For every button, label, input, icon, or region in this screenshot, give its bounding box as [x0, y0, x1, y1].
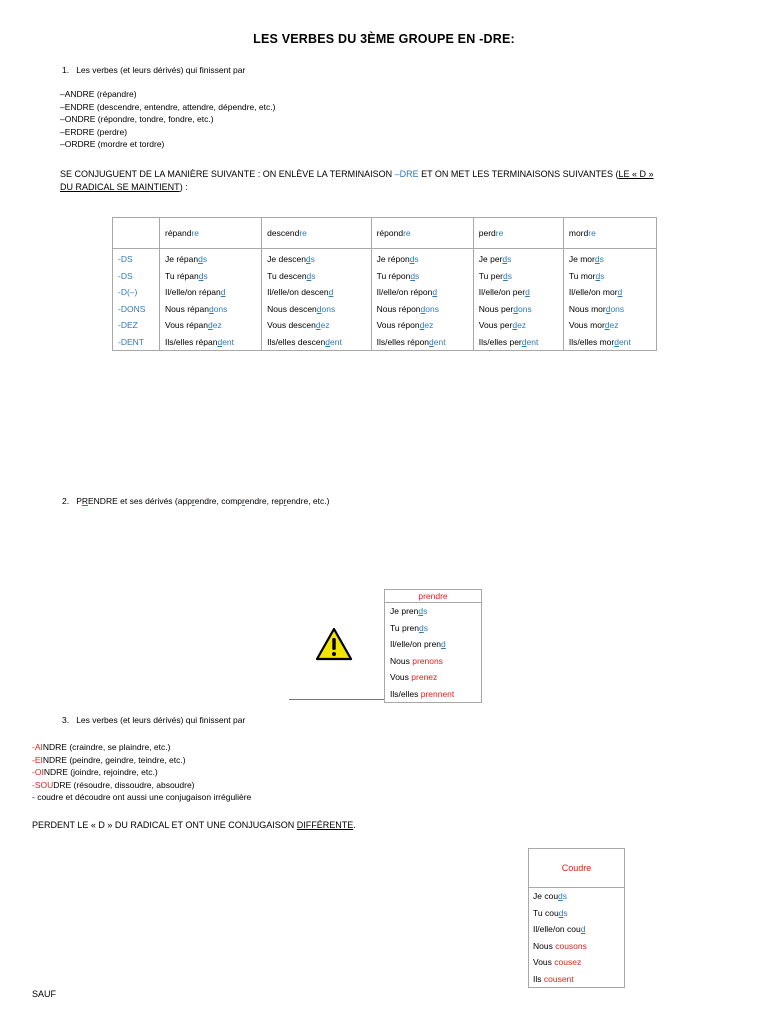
cell-stem: Ils/elles répon: [376, 336, 430, 347]
cell-stem: Ils/elles descen: [267, 336, 326, 347]
cell-d: d: [208, 320, 213, 331]
conjugation-cell: [262, 284, 371, 301]
warning-triangle-icon: [315, 627, 353, 661]
conjugation-cell: [262, 268, 371, 285]
prendre-rows: [385, 603, 481, 702]
header-cell-empty: [113, 218, 160, 249]
coudre-header: Coudre: [529, 849, 624, 888]
rule-text: ET ON MET LES TERMINAISONS SUIVANTES (: [418, 169, 619, 179]
conjugation-table-coudre: [528, 848, 625, 988]
coudre-rows: [529, 888, 624, 987]
list-item: –ENDRE (descendre, entendre, attendre, dépendre, etc.): [60, 101, 276, 112]
conjugation-cell: [262, 301, 371, 318]
conjugation-cell: [262, 249, 371, 268]
conjugation-cell: [371, 249, 473, 268]
conjugation-cell: [563, 268, 656, 285]
rule-underlined: DU RADICAL SE MAINTIENT: [60, 182, 180, 192]
row-ending: s: [423, 606, 428, 616]
cell-d: d: [305, 254, 311, 265]
table-row: [113, 317, 657, 334]
cell-d: d: [420, 303, 426, 314]
cell-stem: Je per: [478, 254, 503, 265]
cell-ending: s: [202, 254, 208, 265]
cell-d: d: [198, 270, 204, 281]
cell-d: d: [594, 254, 600, 265]
cell-ending: s: [599, 254, 604, 265]
cell-stem: Je répon: [376, 254, 410, 265]
list-item: –ERDRE (perdre): [60, 126, 128, 137]
row-text: Il/elle/on pren: [390, 639, 442, 649]
rule-underlined: DIFFÉRENTE: [296, 820, 354, 830]
list-item: -AINDRE (craindre, se plaindre, etc.): [32, 742, 171, 752]
prendre-header: prendre: [385, 590, 481, 603]
footer-text: SAUF: [32, 989, 57, 999]
cell-ending: ons: [518, 303, 532, 314]
header-verb: mordre: [563, 218, 656, 249]
row-text: Nous: [390, 655, 413, 666]
cell-stem: Je répan: [165, 254, 199, 265]
cell-stem: Vous descen: [267, 320, 316, 331]
table-row: [385, 620, 481, 637]
cell-ending: ons: [610, 303, 625, 314]
cell-ending: ent: [526, 336, 539, 347]
row-text: Il/elle/on cou: [533, 924, 581, 934]
cell-ending: s: [600, 270, 605, 281]
ending-cell: -D(–): [113, 284, 160, 301]
cell-stem: Nous mor: [568, 303, 606, 314]
list-item: - coudre et découdre ont aussi une conjugaison irrégulière: [32, 792, 252, 802]
cell-d: d: [605, 303, 611, 314]
cell-ending: ez: [320, 320, 330, 331]
conjugation-cell: [563, 301, 656, 318]
divider-line: [289, 699, 385, 700]
table-row: [529, 905, 624, 922]
header-verb: répondre: [371, 218, 473, 249]
list-item: –ANDRE (répandre): [60, 89, 137, 99]
cell-d: d: [410, 270, 416, 281]
cell-stem: Tu descen: [267, 270, 307, 281]
page-title: LES VERBES DU 3ÈME GROUPE EN -DRE:: [253, 32, 515, 46]
cell-d: d: [220, 287, 226, 298]
header-verb: répandre: [160, 218, 262, 249]
rule-underlined: LE « D »: [618, 169, 654, 179]
table-row: [529, 954, 624, 971]
section3-heading-text: Les verbes (et leurs dérivés) qui finissent par: [76, 715, 246, 725]
cell-d: d: [617, 287, 623, 298]
row-text: Tu pren: [390, 622, 419, 633]
row-text: Nous: [533, 940, 556, 951]
conjugation-cell: [371, 268, 473, 285]
table-row: [529, 938, 624, 955]
cell-ending: ent: [330, 336, 342, 347]
table-row: [385, 603, 481, 620]
section1-number: 1.: [62, 65, 70, 75]
section1-heading-text: Les verbes (et leurs dérivés) qui finissent par: [76, 65, 246, 75]
cell-ending: ez: [517, 320, 527, 331]
cell-ending: s: [414, 254, 419, 265]
cell-stem: Il/elle/on per: [478, 287, 526, 298]
cell-ending: ons: [213, 303, 228, 314]
cell-stem: Il/elle/on descen: [267, 287, 329, 298]
conjugation-cell: [473, 284, 563, 301]
row-d: d: [418, 622, 424, 633]
row-text: Ils: [533, 973, 544, 984]
conjugation-cell: [473, 317, 563, 334]
row-irregular: cousez: [554, 957, 582, 967]
cell-stem: Tu per: [478, 270, 504, 281]
row-irregular: prenons: [412, 655, 443, 666]
cell-d: d: [217, 336, 223, 347]
list-item: -OINDRE (joindre, rejoindre, etc.): [32, 767, 158, 777]
cell-stem: Vous répon: [376, 320, 420, 331]
conjugation-cell: [262, 317, 371, 334]
conjugation-cell: [371, 301, 473, 318]
row-ending: s: [563, 907, 568, 918]
section1-list: [60, 88, 275, 151]
cell-stem: Il/elle/on répan: [165, 287, 221, 298]
row-text: Je pren: [390, 606, 419, 616]
cell-stem: Ils/elles répan: [165, 336, 218, 347]
row-text: Tu cou: [533, 907, 559, 918]
row-d: d: [441, 639, 446, 649]
cell-ending: ez: [424, 320, 434, 331]
cell-d: d: [429, 336, 434, 347]
section3-list: [32, 741, 251, 804]
ending-cell: -DS: [113, 268, 160, 285]
conjugation-cell: [473, 249, 563, 268]
cell-stem: Vous répan: [165, 320, 209, 331]
row-text: Vous: [390, 672, 412, 682]
section3-heading: [62, 714, 245, 727]
row-text: Vous: [533, 957, 555, 967]
cell-d: d: [419, 320, 425, 331]
cell-d: d: [525, 287, 530, 298]
conjugation-table-dre: [112, 217, 657, 351]
cell-d: d: [306, 270, 312, 281]
table-row: [529, 888, 624, 905]
row-d: d: [558, 907, 564, 918]
conjugation-cell: [160, 317, 262, 334]
rule-ending: –DRE: [394, 169, 419, 179]
table-row: [113, 284, 657, 301]
table-row: [113, 301, 657, 318]
cell-ending: ent: [618, 336, 631, 347]
ending-cell: -DS: [113, 249, 160, 268]
conjugation-cell: [563, 249, 656, 268]
conjugation-cell: [371, 317, 473, 334]
cell-ending: ent: [222, 336, 235, 347]
row-irregular: cousent: [543, 973, 574, 984]
conjugation-cell: [473, 334, 563, 351]
cell-ending: s: [203, 270, 208, 281]
cell-stem: Je mor: [568, 254, 595, 265]
cell-ending: ons: [321, 303, 336, 314]
cell-ending: ez: [609, 320, 619, 331]
cell-d: d: [521, 336, 527, 347]
cell-d: d: [198, 254, 203, 265]
cell-d: d: [328, 287, 334, 298]
row-irregular: cousons: [555, 940, 587, 951]
section2-number: 2.: [62, 496, 70, 506]
cell-stem: Tu répan: [165, 270, 199, 281]
cell-ending: s: [415, 270, 420, 281]
list-item: -SOUDRE (résoudre, dissoudre, absoudre): [32, 779, 195, 790]
cell-stem: Nous répan: [165, 303, 209, 314]
conjugation-cell: [160, 301, 262, 318]
cell-ending: s: [311, 270, 316, 281]
cell-stem: Vous mor: [568, 320, 605, 331]
cell-stem: Il/elle/on répon: [376, 287, 433, 298]
cell-d: d: [503, 270, 508, 281]
ending-cell: -DENT: [113, 334, 160, 351]
table-row: [385, 669, 481, 686]
row-text: Je cou: [533, 891, 559, 901]
cell-d: d: [595, 270, 601, 281]
cell-d: d: [512, 320, 518, 331]
conjugation-cell: [563, 334, 656, 351]
cell-stem: Ils/elles per: [478, 336, 522, 347]
row-irregular: prennent: [420, 688, 455, 699]
cell-ending: ent: [433, 336, 446, 347]
table-row: [529, 971, 624, 988]
row-ending: s: [562, 891, 568, 901]
cell-d: d: [409, 254, 415, 265]
cell-d: d: [513, 303, 518, 314]
ending-cell: -DEZ: [113, 317, 160, 334]
list-item: -EINDRE (peindre, geindre, teindre, etc.): [32, 754, 186, 765]
cell-ending: s: [507, 254, 512, 265]
cell-d: d: [315, 320, 321, 331]
table-row: [113, 268, 657, 285]
conjugation-cell: [563, 284, 656, 301]
list-item: –ORDRE (mordre et tordre): [60, 139, 165, 149]
conjugation-cell: [160, 249, 262, 268]
row-d: d: [580, 924, 586, 934]
cell-d: d: [208, 303, 214, 314]
header-verb: descendre: [262, 218, 371, 249]
conjugation-cell: [160, 284, 262, 301]
table-row: [385, 636, 481, 653]
cell-stem: Je descen: [267, 254, 306, 265]
table-row: [529, 921, 624, 938]
cell-d: d: [316, 303, 322, 314]
cell-stem: Nous descen: [267, 303, 317, 314]
table-row: [385, 653, 481, 670]
rule-text: PERDENT LE « D » DU RADICAL ET ONT UNE CONJUGAISON: [32, 820, 297, 830]
row-d: d: [418, 606, 424, 616]
table-header-row: [113, 218, 657, 249]
cell-ending: ons: [425, 303, 439, 314]
cell-stem: Nous répon: [376, 303, 421, 314]
conjugation-cell: [563, 317, 656, 334]
list-item: –ONDRE (répondre, tondre, fondre, etc.): [60, 114, 214, 124]
conjugation-table-prendre: [384, 589, 482, 703]
conjugation-cell: [473, 301, 563, 318]
ending-cell: -DONS: [113, 301, 160, 318]
conjugation-cell: [160, 334, 262, 351]
cell-d: d: [502, 254, 508, 265]
table-row: [385, 686, 481, 703]
cell-d: d: [604, 320, 610, 331]
table-row: [113, 249, 657, 268]
cell-stem: Il/elle/on mor: [568, 287, 618, 298]
cell-stem: Nous per: [478, 303, 514, 314]
rule-text: .: [353, 820, 356, 830]
table-body: [113, 249, 657, 351]
row-text: Ils/elles: [390, 688, 421, 699]
cell-ending: s: [507, 270, 513, 281]
section1-rule: [60, 168, 750, 194]
cell-stem: Tu mor: [568, 270, 596, 281]
section3-number: 3.: [62, 715, 70, 725]
conjugation-cell: [473, 268, 563, 285]
row-d: d: [558, 891, 563, 901]
cell-ending: ez: [212, 320, 222, 331]
rule-text: ) :: [179, 182, 188, 192]
header-verb: perdre: [473, 218, 563, 249]
cell-d: d: [325, 336, 331, 347]
rule-text: SE CONJUGUENT DE LA MANIÈRE SUIVANTE : ON ENLÈVE LA TERMINAISON: [60, 169, 395, 179]
conjugation-cell: [371, 334, 473, 351]
section1-heading: [62, 64, 245, 77]
cell-ending: s: [310, 254, 315, 265]
row-irregular: prenez: [411, 672, 438, 682]
conjugation-cell: [371, 284, 473, 301]
cell-stem: Vous per: [478, 320, 513, 331]
cell-stem: Ils/elles mor: [568, 336, 615, 347]
row-ending: s: [423, 622, 428, 633]
cell-d: d: [432, 287, 438, 298]
cell-d: d: [614, 336, 619, 347]
table-row: [113, 334, 657, 351]
conjugation-cell: [262, 334, 371, 351]
cell-stem: Tu répon: [376, 270, 411, 281]
conjugation-cell: [160, 268, 262, 285]
section3-rule: [32, 820, 356, 830]
section2-heading: 2. PRENDRE et ses dérivés (apprendre, comprendre, reprendre, etc.): [62, 496, 330, 506]
